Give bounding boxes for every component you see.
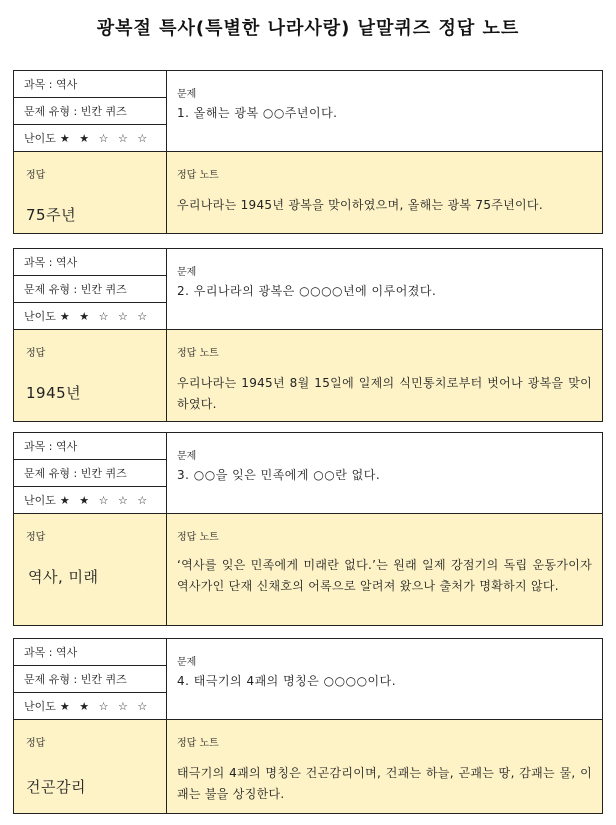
question-type-label: 문제 유형 : 빈칸 퀴즈 <box>14 666 166 693</box>
difficulty-stars-icon: ★ ★ ☆ ☆ ☆ <box>59 699 151 713</box>
difficulty-stars-icon: ★ ★ ☆ ☆ ☆ <box>59 309 151 323</box>
answer-cell <box>14 513 167 625</box>
question-text: 1. 올해는 광복 ○○주년이다. <box>177 106 338 120</box>
meta-column <box>14 71 167 151</box>
difficulty-label: 난이도 <box>24 132 56 145</box>
question-type-label: 문제 유형 : 빈칸 퀴즈 <box>14 98 166 125</box>
meta-column <box>14 433 167 513</box>
subject-label: 과목 : 역사 <box>14 433 166 460</box>
quiz-card-2 <box>13 248 603 422</box>
difficulty-stars-icon: ★ ★ ☆ ☆ ☆ <box>59 493 151 507</box>
answer-heading: 정답 <box>26 532 46 543</box>
question-heading: 문제 <box>177 451 197 462</box>
answer-value: 1945년 <box>26 384 82 402</box>
question-heading: 문제 <box>177 89 197 100</box>
difficulty-stars-icon: ★ ★ ☆ ☆ ☆ <box>59 131 151 145</box>
answer-cell <box>14 151 167 233</box>
difficulty-row <box>14 487 166 513</box>
question-type-label: 문제 유형 : 빈칸 퀴즈 <box>14 460 166 487</box>
question-cell <box>167 71 602 151</box>
difficulty-row <box>14 303 166 329</box>
question-heading: 문제 <box>177 267 197 278</box>
question-text: 3. ○○을 잊은 민족에게 ○○란 없다. <box>177 468 381 482</box>
answer-heading: 정답 <box>26 738 46 749</box>
note-heading: 정답 노트 <box>177 738 219 749</box>
subject-label: 과목 : 역사 <box>14 249 166 276</box>
quiz-card-1 <box>13 70 603 234</box>
meta-column <box>14 639 167 719</box>
difficulty-row <box>14 125 166 151</box>
answer-cell <box>14 719 167 813</box>
subject-label: 과목 : 역사 <box>14 639 166 666</box>
subject-label: 과목 : 역사 <box>14 71 166 98</box>
note-text: 우리나라는 1945년 8월 15일에 일제의 식민통치로부터 벗어나 광복을 맞이하였다. <box>177 376 592 411</box>
note-heading: 정답 노트 <box>177 532 219 543</box>
answer-value: 역사, 미래 <box>28 568 99 586</box>
difficulty-label: 난이도 <box>24 700 56 713</box>
quiz-card-4 <box>13 638 603 814</box>
note-cell <box>167 719 602 813</box>
difficulty-label: 난이도 <box>24 310 56 323</box>
page-title: 광복절 특사(특별한 나라사랑) 낱말퀴즈 정답 노트 <box>96 18 520 39</box>
question-text: 2. 우리나라의 광복은 ○○○○년에 이루어졌다. <box>177 284 437 298</box>
answer-cell <box>14 329 167 421</box>
note-text: 태극기의 4괘의 명칭은 건곤감리이며, 건괘는 하늘, 곤괘는 땅, 감괘는 물, 이괘는 불을 상징한다. <box>177 766 592 801</box>
note-text: ‘역사를 잊은 민족에게 미래란 없다.’는 원래 일제 강점기의 독립 운동가이자 역사가인 단재 신채호의 어록으로 알려져 왔으나 출처가 명확하지 않다. <box>177 558 592 593</box>
difficulty-label: 난이도 <box>24 494 56 507</box>
note-cell <box>167 151 602 233</box>
question-cell <box>167 639 602 719</box>
note-heading: 정답 노트 <box>177 170 219 181</box>
difficulty-row <box>14 693 166 719</box>
question-cell <box>167 249 602 329</box>
note-text: 우리나라는 1945년 광복을 맞이하였으며, 올해는 광복 75주년이다. <box>177 198 543 212</box>
note-cell <box>167 513 602 625</box>
question-type-label: 문제 유형 : 빈칸 퀴즈 <box>14 276 166 303</box>
quiz-card-3 <box>13 432 603 626</box>
answer-heading: 정답 <box>26 348 46 359</box>
question-text: 4. 태극기의 4괘의 명칭은 ○○○○이다. <box>177 674 397 688</box>
answer-value: 75주년 <box>26 206 77 224</box>
note-cell <box>167 329 602 421</box>
meta-column <box>14 249 167 329</box>
question-heading: 문제 <box>177 657 197 668</box>
answer-value: 건곤감리 <box>26 778 86 796</box>
answer-heading: 정답 <box>26 170 46 181</box>
question-cell <box>167 433 602 513</box>
note-heading: 정답 노트 <box>177 348 219 359</box>
